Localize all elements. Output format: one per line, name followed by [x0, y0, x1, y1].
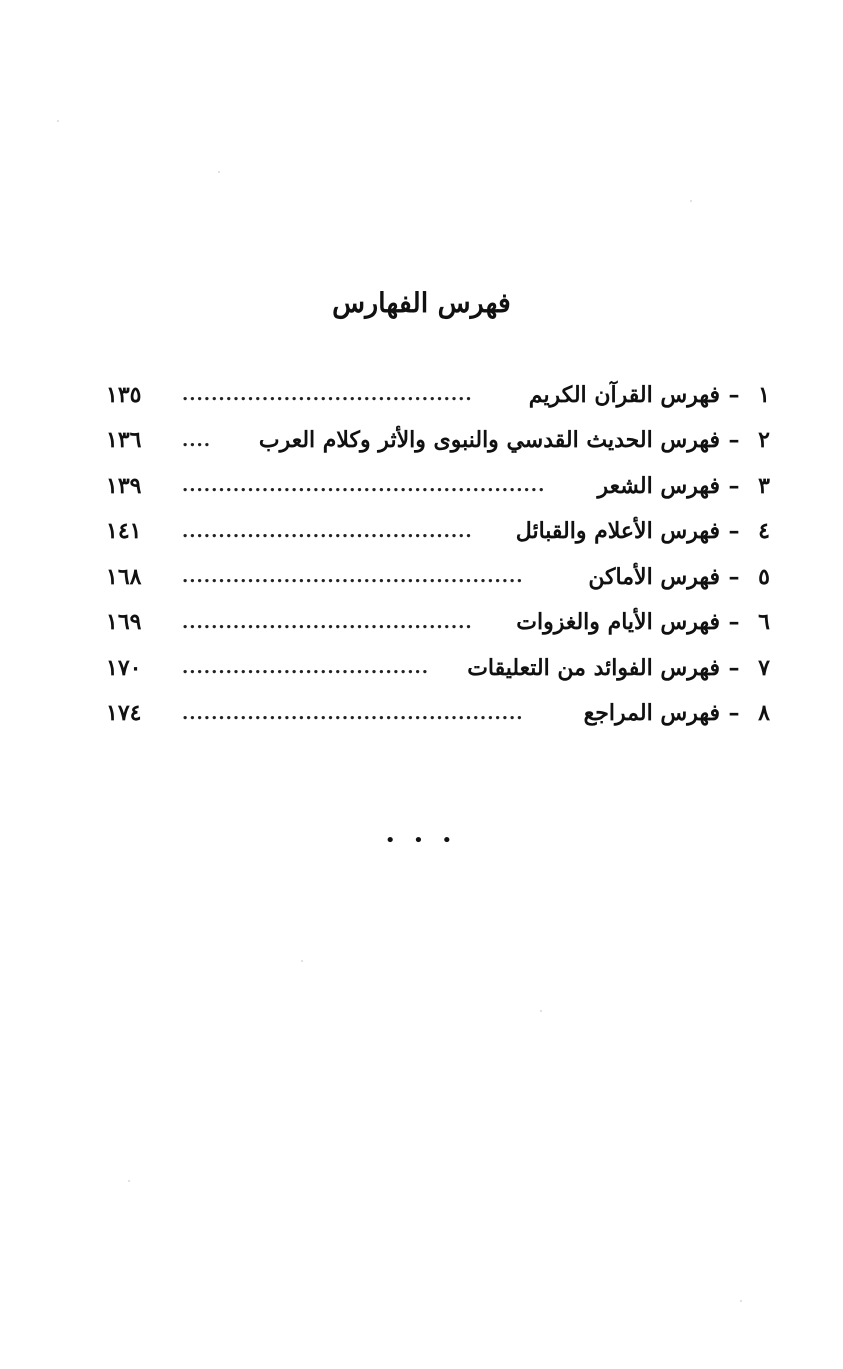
entry-dash: –: [728, 518, 740, 545]
entry-page-number: ١٣٦: [106, 427, 142, 454]
entry-page-number: ١٦٨: [106, 563, 142, 590]
entry-page-number: ١٧٤: [106, 700, 142, 727]
entry-number: ٨: [758, 700, 770, 727]
entry-page-number: ١٣٥: [106, 381, 142, 408]
paper-speck: [301, 960, 303, 962]
entry-number: ٥: [758, 563, 770, 590]
entry-dash: –: [728, 609, 740, 636]
toc-entry-3: [106, 463, 770, 509]
toc-entry-4: [106, 509, 770, 555]
paper-speck: [690, 200, 692, 202]
paper-speck: [57, 120, 59, 122]
paper-speck: [740, 1300, 742, 1302]
entry-number: ١: [758, 381, 770, 408]
entry-page-number: ١٤١: [106, 518, 142, 545]
entry-title: فهرس الأيام والغزوات: [516, 609, 720, 636]
entry-number: ٣: [758, 472, 770, 499]
entry-title: فهرس الشعر: [597, 472, 720, 499]
toc-entry-7: [106, 645, 770, 691]
entry-number: ٧: [758, 654, 770, 681]
toc-entry-6: [106, 600, 770, 646]
entry-page-number: ١٣٩: [106, 472, 142, 499]
entry-dash: –: [728, 563, 740, 590]
dot-leader: ........................................: [182, 520, 473, 542]
entry-title: فهرس الحديث القدسي والنبوى والأثر وكلام العرب: [258, 427, 720, 454]
toc-entry-1: [106, 372, 770, 418]
toc-entry-5: [106, 554, 770, 600]
dot-leader: ........................................: [182, 384, 473, 406]
dot-leader: ..................................................: [182, 475, 546, 497]
entry-dash: –: [728, 381, 740, 408]
entry-title: فهرس القرآن الكريم: [528, 381, 720, 408]
paper-speck: [540, 1010, 542, 1012]
paper-speck: [218, 171, 220, 173]
dot-leader: ....: [182, 429, 212, 451]
dot-leader: ...............................................: [182, 566, 524, 588]
entry-title: فهرس الأعلام والقبائل: [515, 518, 720, 545]
entry-number: ٦: [758, 609, 770, 636]
dot-leader: ..................................: [182, 657, 430, 679]
entry-title: فهرس الأماكن: [588, 563, 720, 590]
page-title: فهرس الفهارس: [332, 288, 511, 319]
entry-dash: –: [728, 472, 740, 499]
toc-entry-2: [106, 418, 770, 464]
table-of-contents: [106, 372, 770, 736]
toc-entry-8: [106, 691, 770, 737]
entry-title: فهرس المراجع: [583, 700, 720, 727]
entry-dash: –: [728, 427, 740, 454]
entry-title: فهرس الفوائد من التعليقات: [467, 654, 720, 681]
entry-page-number: ١٦٩: [106, 609, 142, 636]
paper-speck: [128, 1180, 130, 1182]
entry-dash: –: [728, 700, 740, 727]
entry-number: ٢: [758, 427, 770, 454]
entry-dash: –: [728, 654, 740, 681]
entry-page-number: ١٧٠: [106, 654, 142, 681]
dot-leader: ...............................................: [182, 702, 524, 724]
dot-leader: ........................................: [182, 611, 473, 633]
entry-number: ٤: [758, 518, 770, 545]
section-separator: • • •: [384, 830, 459, 851]
